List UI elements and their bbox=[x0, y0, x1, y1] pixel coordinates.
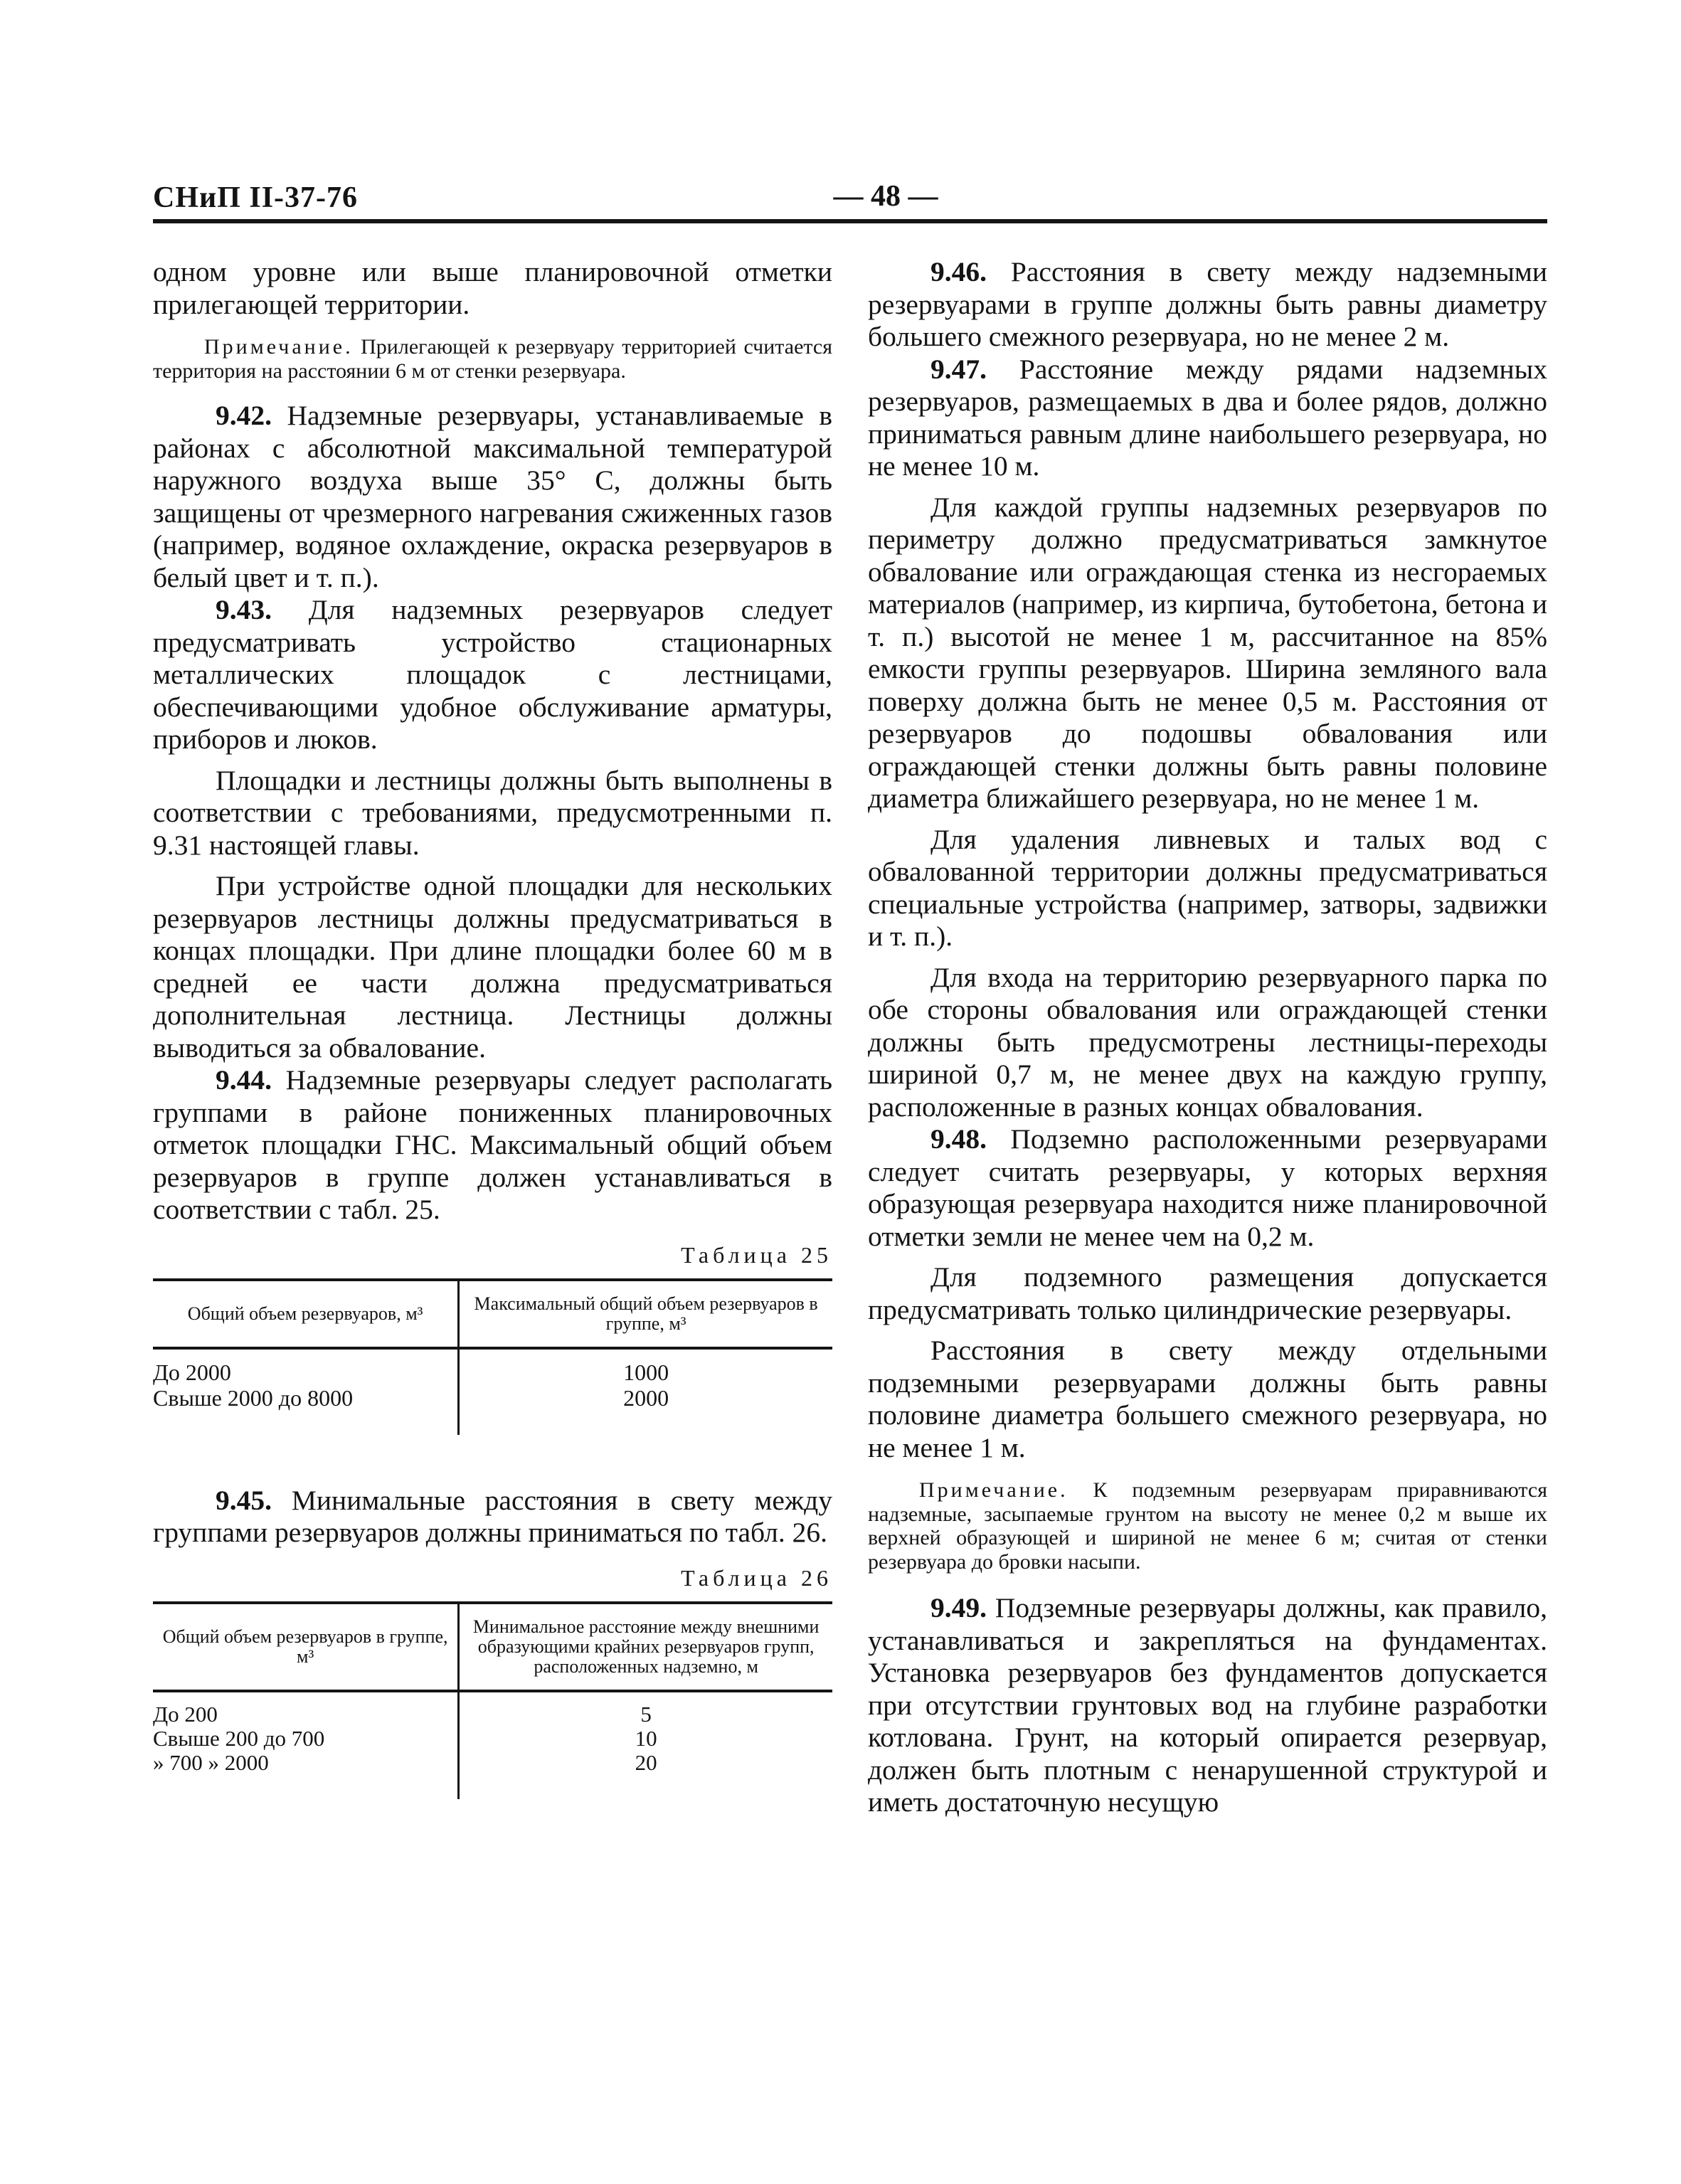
paragraph: При устройстве одной площадки для нескольких резервуаров лестницы должны предусматриваться в концах площадки. При длине площадки более 60 м в средней ее части должна предусматриваться дополнительная лестница. Лестницы должны выводиться за обвалование. bbox=[153, 870, 832, 1064]
clause-number: 9.47. bbox=[930, 353, 987, 385]
table-25-block bbox=[153, 1242, 832, 1435]
note-2 bbox=[868, 1478, 1547, 1574]
column-header: Общий объем резервуаров в группе, м³ bbox=[153, 1603, 459, 1691]
note-label: Примечание. bbox=[919, 1478, 1068, 1502]
paragraph: Для подземного размещения допускается предусматривать только цилиндрические резервуары. bbox=[868, 1261, 1547, 1325]
paragraph-continuation: одном уровне или выше планировочной отметки прилегающей территории. bbox=[153, 256, 832, 320]
clause-text: Расстояния в свету между надземными резервуарами в группе должны быть равны диаметру большего смежного резервуара, но не менее 2 м. bbox=[868, 256, 1547, 352]
cell-value: До 2000 bbox=[153, 1359, 231, 1385]
clause-9-42 bbox=[153, 400, 832, 594]
cell-value: » 700 » 2000 bbox=[153, 1749, 269, 1775]
clause-text: Подземно расположенными резервуарами следует считать резервуары, у которых верхняя образующая резервуара находится ниже планировочной отметки земли не менее чем на 0,2 м. bbox=[868, 1123, 1547, 1252]
header-rule bbox=[153, 219, 1547, 223]
cell-value: Свыше 200 до 700 bbox=[153, 1725, 325, 1751]
cell-value: До 200 bbox=[153, 1701, 218, 1727]
paragraph: Для удаления ливневых и талых вод с обвалованной территории должны предусматриваться специальные устройства (например, затворы, задвижки и т. п.). bbox=[868, 823, 1547, 952]
note-label: Примечание. bbox=[204, 335, 354, 359]
paragraph: Для входа на территорию резервуарного парка по обе стороны обвалования или ограждающей стенки должны быть предусмотрены лестницы-переходы шириной 0,7 м, не менее двух на каждую группу, расположенные в разных концах обвалования. bbox=[868, 961, 1547, 1123]
cell-value: 2000 bbox=[623, 1384, 669, 1411]
table-row bbox=[153, 1691, 832, 1799]
document-id: СНиП II-37-76 bbox=[153, 181, 359, 214]
clause-9-45 bbox=[153, 1485, 832, 1549]
table-caption: Таблица 26 bbox=[681, 1564, 832, 1591]
clause-number: 9.42. bbox=[216, 400, 272, 431]
table-26 bbox=[153, 1601, 832, 1799]
left-column bbox=[153, 256, 832, 1799]
note-text: К подземным резервуарам приравниваются надземные, засыпаемые грунтом на высоту не менее 0,2 м выше их верхней образующей и шириной не менее 6 м; считая от стенки резервуара до бровки насыпи. bbox=[868, 1478, 1547, 1574]
clause-9-47 bbox=[868, 354, 1547, 483]
clause-number: 9.44. bbox=[216, 1064, 272, 1096]
clause-number: 9.46. bbox=[930, 256, 987, 287]
table-cell bbox=[153, 1348, 459, 1435]
clause-text: Надземные резервуары, устанавливаемые в районах с абсолютной максимальной температурой наружного воздуха выше 35° С, должны быть защищены от чрезмерного нагревания сжиженных газов (например, водяное охлаждение, окраска резервуаров в белый цвет и т. п.). bbox=[153, 400, 833, 593]
column-header: Общий объем резервуаров, м³ bbox=[153, 1280, 459, 1348]
table-25 bbox=[153, 1278, 832, 1435]
clause-text: Для надземных резервуаров следует предусматривать устройство стационарных металлических площадок с лестницами, обеспечивающими удобное обслуживание арматуры, приборов и люков. bbox=[153, 594, 832, 755]
clause-9-49 bbox=[868, 1592, 1547, 1819]
table-cell bbox=[459, 1348, 832, 1435]
column-header: Минимальное расстояние между внешними образующими крайних резервуаров групп, расположенных надземно, м bbox=[459, 1603, 832, 1691]
clause-9-44 bbox=[153, 1064, 832, 1226]
page-header bbox=[153, 179, 1547, 222]
cell-value: 5 bbox=[640, 1701, 652, 1727]
clause-text: Расстояние между рядами надземных резервуаров, размещаемых в два и более рядов, должно приниматься равным длине наибольшего резервуара, но не менее 10 м. bbox=[868, 353, 1547, 482]
cell-value: 1000 bbox=[623, 1359, 669, 1385]
clause-9-46 bbox=[868, 256, 1547, 354]
cell-value: 10 bbox=[635, 1725, 657, 1751]
right-column bbox=[868, 256, 1547, 1819]
cell-value: Свыше 2000 до 8000 bbox=[153, 1384, 354, 1411]
clause-number: 9.43. bbox=[216, 594, 272, 625]
clause-number: 9.45. bbox=[216, 1484, 272, 1516]
page-number: — 48 — bbox=[833, 180, 938, 213]
clause-text: Подземные резервуары должны, как правило, устанавливаться и закрепляться на фундаментах. Установка резервуаров без фундаментов допускается при отсутствии грунтовых вод на глубине разработки котлована. Грунт, на который опирается резервуар, должен быть плотным с ненарушенной структурой и иметь достаточную несущую bbox=[868, 1592, 1547, 1818]
note-text: Прилегающей к резервуару территорией считается территория на расстоянии 6 м от стенки резервуара. bbox=[153, 335, 832, 383]
table-header-row bbox=[153, 1280, 832, 1348]
table-cell bbox=[153, 1691, 459, 1799]
clause-9-43 bbox=[153, 594, 832, 756]
cell-value: 20 bbox=[635, 1749, 657, 1775]
clause-text: Надземные резервуары следует располагать группами в районе пониженных планировочных отметок площадки ГНС. Максимальный общий объем резервуаров в группе должен устанавливаться в соответствии с табл. 25. bbox=[153, 1064, 833, 1225]
table-header-row bbox=[153, 1603, 832, 1691]
note-1 bbox=[153, 335, 832, 383]
clause-number: 9.48. bbox=[930, 1123, 987, 1155]
table-26-block bbox=[153, 1565, 832, 1799]
column-header: Максимальный общий объем резервуаров в группе, м³ bbox=[459, 1280, 832, 1348]
paragraph: Площадки и лестницы должны быть выполнены в соответствии с требованиями, предусмотренными п. 9.31 настоящей главы. bbox=[153, 764, 832, 861]
paragraph: Расстояния в свету между отдельными подземными резервуарами должны быть равны половине диаметра большего смежного резервуара, но не менее 1 м. bbox=[868, 1335, 1547, 1463]
clause-text: Минимальные расстояния в свету между группами резервуаров должны приниматься по табл. 26. bbox=[153, 1484, 833, 1548]
table-caption: Таблица 25 bbox=[681, 1241, 832, 1268]
table-row bbox=[153, 1348, 832, 1435]
clause-number: 9.49. bbox=[930, 1592, 987, 1623]
clause-9-48 bbox=[868, 1123, 1547, 1253]
paragraph: Для каждой группы надземных резервуаров по периметру должно предусматриваться замкнутое обвалование или ограждающая стенка из несгораемых материалов (например, из кирпича, бутобетона, бетона и т. п.) высотой не менее 1 м, рассчитанное на 85% емкости группы резервуаров. Ширина земляного вала поверху должна быть не менее 0,5 м. Расстояния от резервуаров до подошвы обвалования или ограждающей стенки должны быть равны половине диаметра ближайшего резервуара, но не менее 1 м. bbox=[868, 491, 1547, 814]
table-cell bbox=[459, 1691, 832, 1799]
